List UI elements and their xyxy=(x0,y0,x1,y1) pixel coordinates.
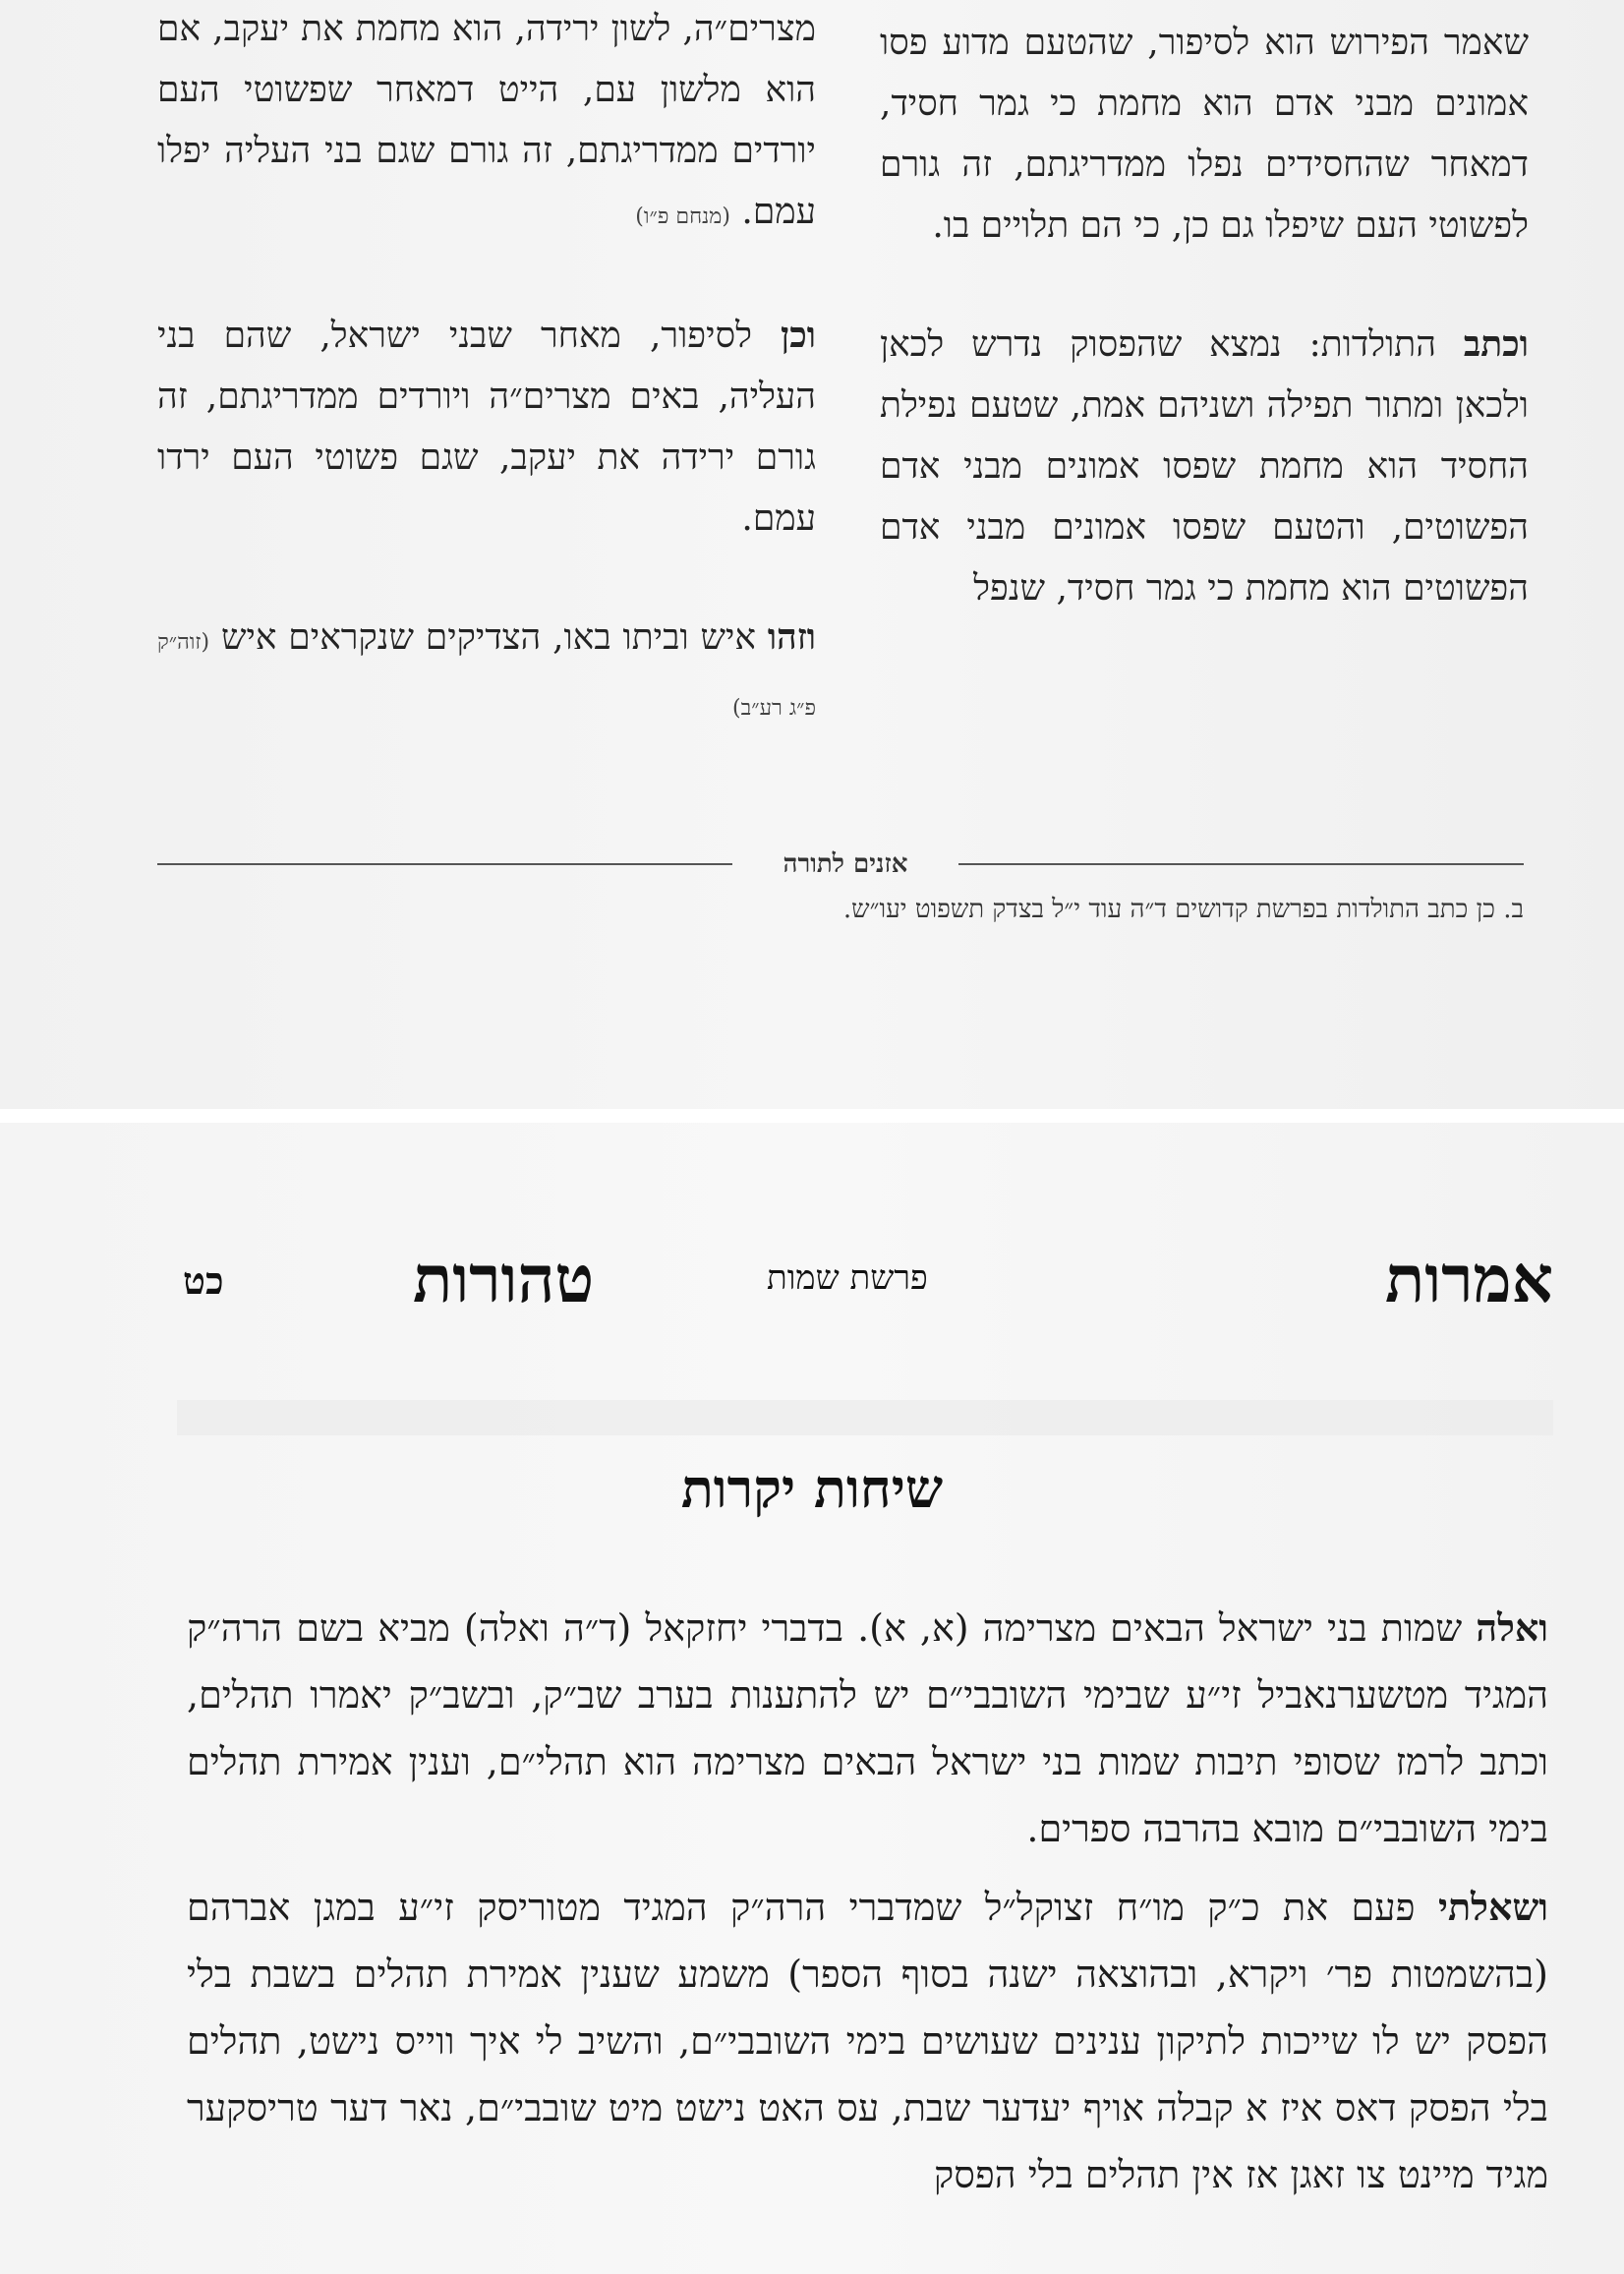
section-title: שיחות יקרות xyxy=(680,1457,944,1520)
rule-line xyxy=(157,863,732,865)
source-citation: (מנחם פ״ו) xyxy=(635,204,730,229)
paragraph-text: לסיפור, מאחר שבני ישראל, שהם בני העליה, באים מצרים״ה ויורדים ממדריגתם, זה גורם ירידה את יעקב, שגם פשוטי העם ירדו עמם. xyxy=(157,316,816,539)
paragraph-lead-word: וכן xyxy=(781,315,816,356)
top-page-scan xyxy=(0,0,1624,1109)
paragraph xyxy=(880,12,1529,257)
paragraph-text: פעם את כ״ק מו״ח זצוקל״ל שמדברי הרה״ק המגיד מטוריסק זי״ע במגן אברהם (בהשמטות פר׳ ויקרא, ובהוצאה ישנה בסוף הספר) משמע שענין אמירת תהלים בשבת בלי הפסק יש לו שייכות לתיקון ענינים שעושים בימי השובבי״ם, והשיב לי איך ווייס נישט, תהלים בלי הפסק דאס איז א קבלה אויף יעדער שבת, עס האט נישט מיט שובבי״ם, נאר דער טריסקער מגיד מיינט צו זאגן אז אין תהלים בלי הפסק xyxy=(187,1886,1548,2196)
running-head xyxy=(177,1241,1553,1329)
paragraph xyxy=(187,1874,1548,2208)
paragraph-text: התולדות: נמצא שהפסוק נדרש לכאן ולכאן ומתור תפילה ושניהם אמת, שטעם נפילת החסיד הוא מחמת שפסו אמונים מבני אדם הפשוטים, והטעם שפסו אמונים מבני אדם הפשוטים הוא מחמת כי גמר חסיד, שנפל xyxy=(880,324,1529,609)
paragraph-text: שמות בני ישראל הבאים מצרימה (א, א). בדברי יחזקאל (ד״ה ואלה) מביא בשם הרה״ק המגיד מטשערנאביל זי״ע שבימי השובבי״ם יש להתענות בערב שב״ק, ובשב״ק יאמרו תהלים, וכתב לרמז שסופי תיבות שמות בני ישראל הבאים מצרימה הוא תהלי״ם, וענין אמירת תהלים בימי השובבי״ם מובא בהרבה ספרים. xyxy=(187,1606,1548,1850)
footnote-heading: אזנים לתורה xyxy=(783,849,908,879)
paragraph-lead-word: וזהו xyxy=(767,616,816,658)
book-title-right: אמרות xyxy=(1384,1241,1553,1317)
footnote: ב. כן כתב התולדות בפרשת קדושים ד״ה עוד י״ל בצדק תשפוט יעו״ש. xyxy=(842,895,1524,924)
left-text-column xyxy=(157,0,816,796)
paragraph-text: מצרים״ה, לשון ירידה, הוא מחמת את יעקב, אם הוא מלשון עם, הייט דמאחר שפשוטי העם יורדים ממדריגתם, זה גורם שגם בני העליה יפלו עמם. xyxy=(157,9,816,232)
paragraph-lead-word: ואלה xyxy=(1476,1605,1548,1650)
paragraph xyxy=(157,305,816,550)
source-citation: (זוה״ק פ״ג רע״ב) xyxy=(157,630,816,721)
paragraph-text: שאמר הפירוש הוא לסיפור, שהטעם מדוע פסו אמונים מבני אדם הוא מחמת כי גמר חסיד, דמאחר שהחסידים נפלו ממדריגתם, זה גורם לפשוטי העם שיפלו גם כן, כי הם תלויים בו. xyxy=(880,23,1529,246)
paragraph xyxy=(187,1595,1548,1862)
bottom-page-scan xyxy=(0,1123,1624,2274)
paragraph-lead-word: וכתב xyxy=(1463,323,1529,365)
paragraph xyxy=(157,0,816,248)
bleed-through-shadow xyxy=(177,1400,1553,1435)
paragraph-lead-word: ושאלתי xyxy=(1438,1885,1548,1929)
paragraph-text: איש וביתו באו, הצדיקים שנקראים איש xyxy=(220,617,756,658)
page-number: כט xyxy=(183,1258,224,1303)
paragraph xyxy=(880,314,1529,619)
parsha-name: פרשת שמות xyxy=(767,1258,928,1298)
main-text-block xyxy=(187,1595,1548,2220)
rule-line xyxy=(958,863,1524,865)
paragraph xyxy=(157,607,816,739)
footnote-separator xyxy=(157,849,1524,879)
right-text-column xyxy=(880,12,1529,676)
page-divider xyxy=(0,1109,1624,1123)
book-title-left: טהורות xyxy=(413,1241,595,1317)
